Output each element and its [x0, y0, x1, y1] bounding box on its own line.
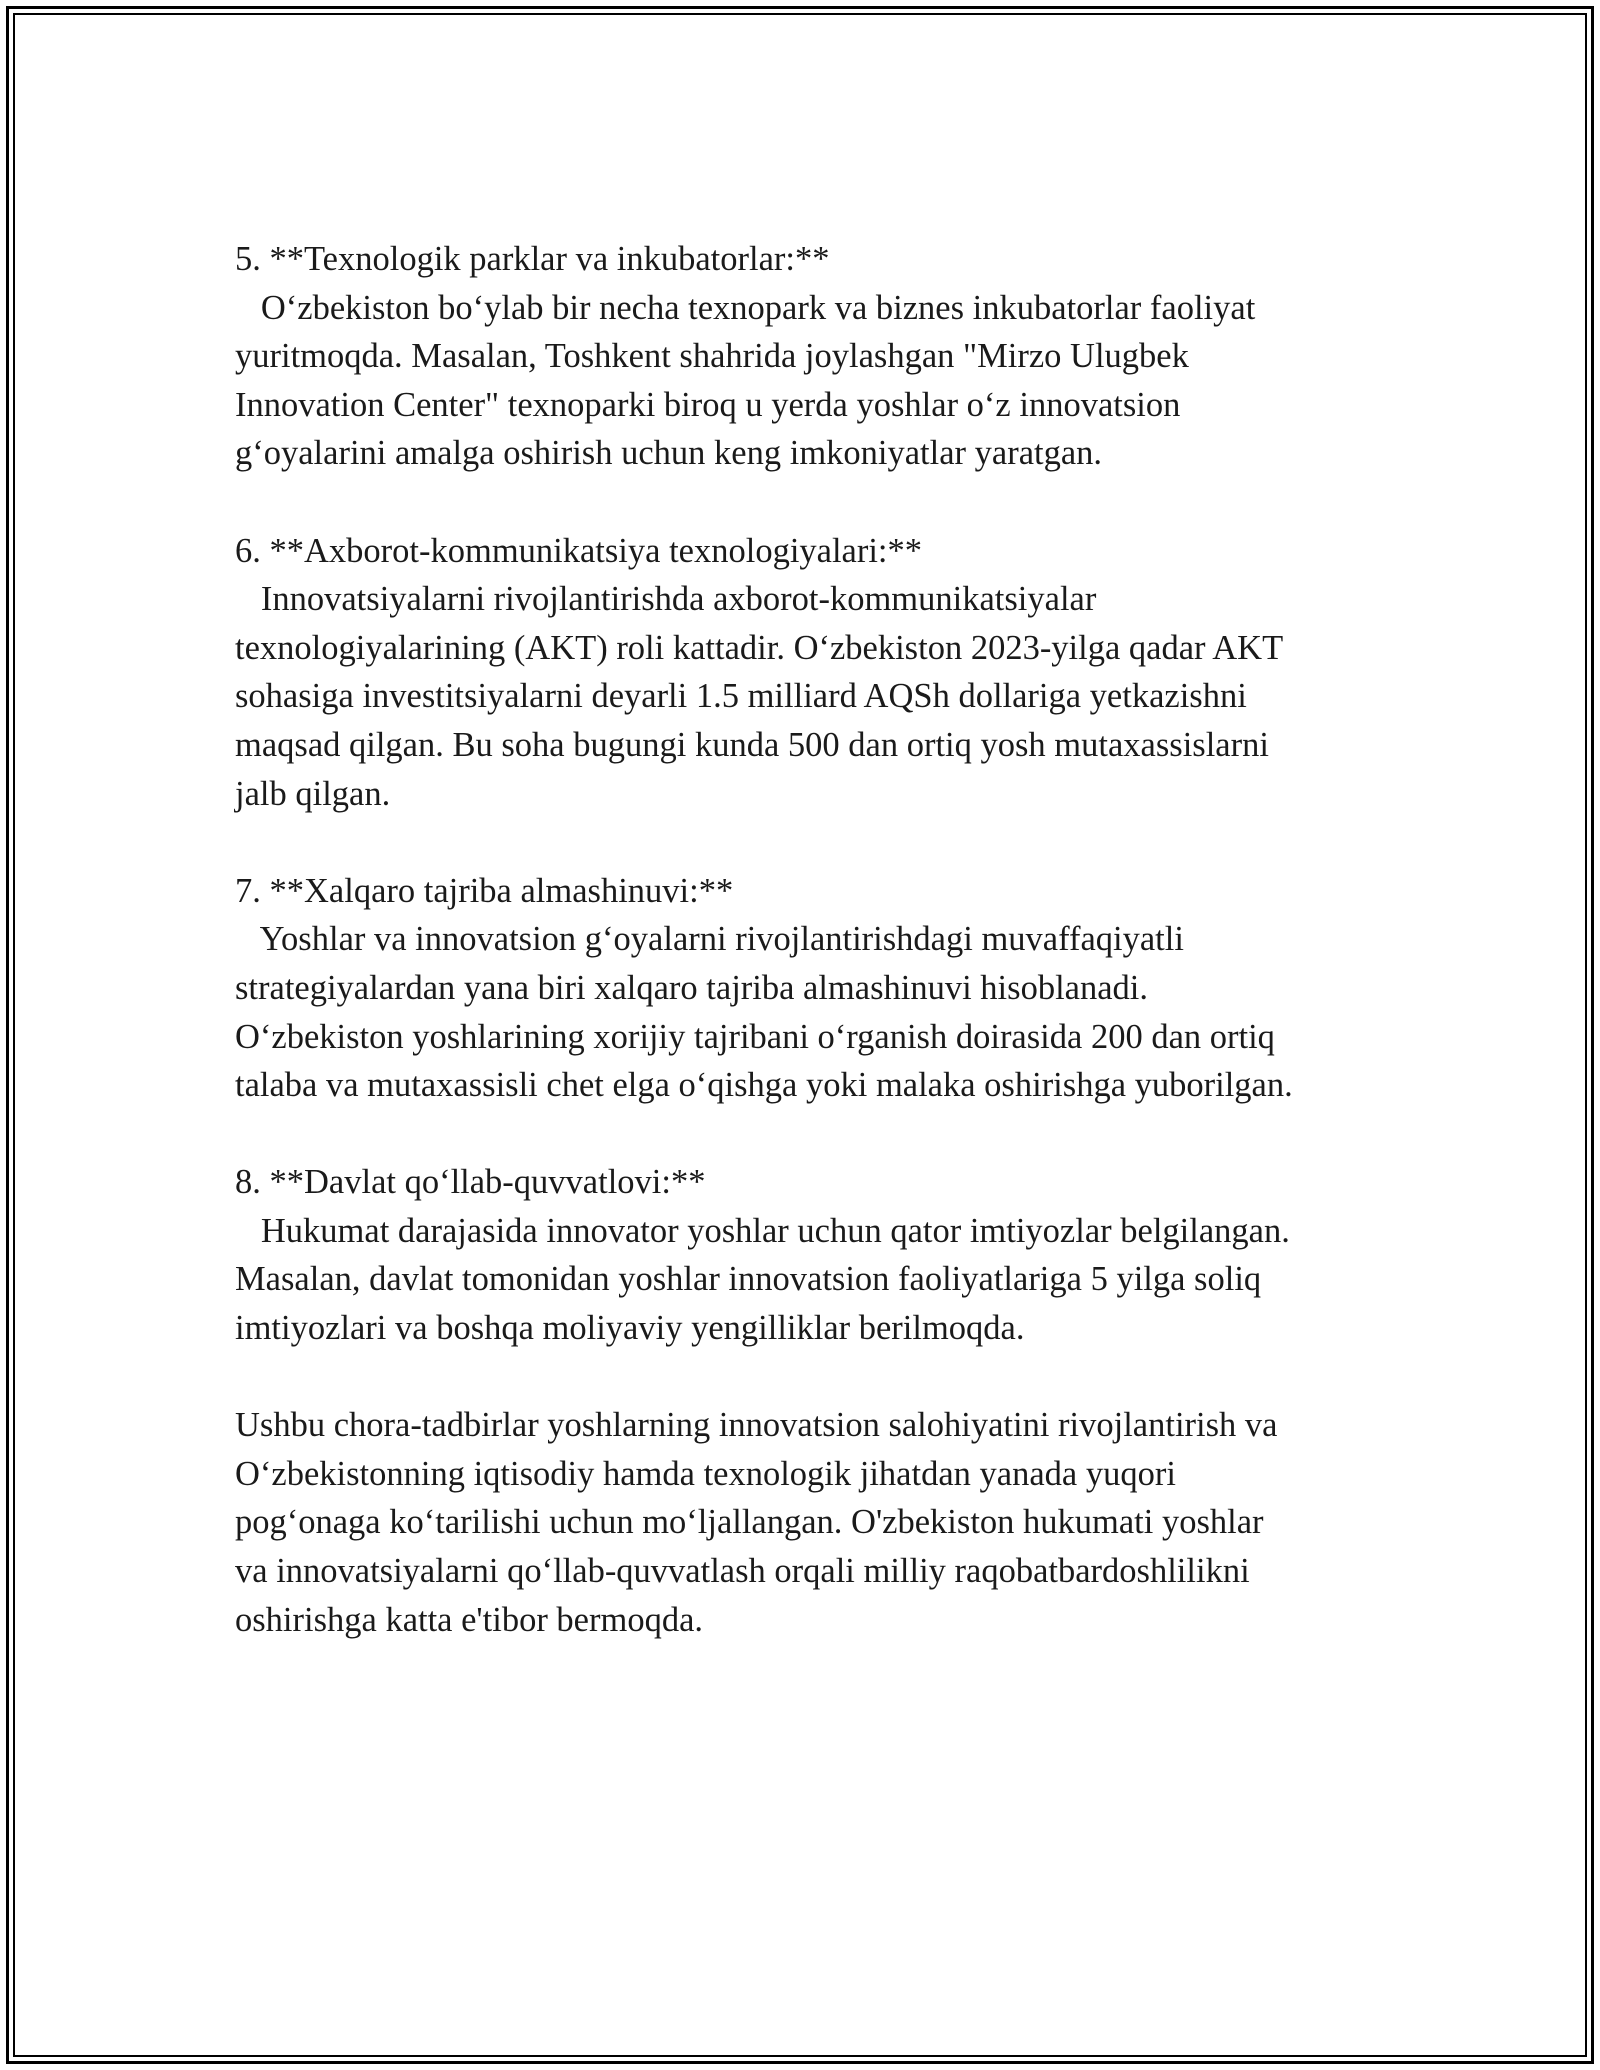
section-ict — [235, 527, 1375, 819]
paragraph-line: Oʻzbekiston yoshlarining xorijiy tajribani oʻrganish doirasida 200 dan ortiq — [235, 1017, 1275, 1056]
paragraph-line: yuritmoqda. Masalan, Toshkent shahrida joylashgan "Mirzo Ulugbek — [235, 337, 1189, 376]
paragraph-line: maqsad qilgan. Bu soha bugungi kunda 500 dan ortiq yosh mutaxassislarni — [235, 725, 1269, 764]
paragraph-line: jalb qilgan. — [235, 774, 391, 813]
paragraph-line: imtiyozlari va boshqa moliyaviy yengilliklar berilmoqda. — [235, 1309, 1025, 1348]
section-heading: 7. **Xalqaro tajriba almashinuvi:** — [235, 871, 734, 910]
paragraph-line: Hukumat darajasida innovator yoshlar uchun qator imtiyozlar belgilangan. — [235, 1211, 1290, 1250]
paragraph-line: Masalan, davlat tomonidan yoshlar innovatsion faoliyatlariga 5 yilga soliq — [235, 1260, 1262, 1299]
section-technology-parks — [235, 235, 1375, 478]
section-state-support — [235, 1158, 1375, 1352]
paragraph-line: oshirishga katta e'tibor bermoqda. — [235, 1600, 704, 1639]
section-international-exchange — [235, 867, 1375, 1110]
section-conclusion — [235, 1401, 1375, 1644]
paragraph-line: pogʻonaga koʻtarilishi uchun moʻljallangan. O'zbekiston hukumati yoshlar — [235, 1503, 1264, 1542]
paragraph-line: texnologiyalarining (AKT) roli kattadir. Oʻzbekiston 2023-yilga qadar AKT — [235, 628, 1284, 667]
section-heading: 5. **Texnologik parklar va inkubatorlar:** — [235, 240, 830, 278]
paragraph-line: strategiyalardan yana biri xalqaro tajriba almashinuvi hisoblanadi. — [235, 968, 1148, 1007]
paragraph-line: Yoshlar va innovatsion gʻoyalarni rivojlantirishdagi muvaffaqiyatli — [235, 920, 1184, 959]
document-body — [235, 235, 1375, 1693]
paragraph-line: talaba va mutaxassisli chet elga oʻqishga yoki malaka oshirishga yuborilgan. — [235, 1066, 1293, 1105]
paragraph-line: gʻoyalarini amalga oshirish uchun keng imkoniyatlar yaratgan. — [235, 434, 1103, 473]
section-heading: 6. **Axborot-kommunikatsiya texnologiyalari:** — [235, 531, 923, 570]
paragraph-line: Oʻzbekistonning iqtisodiy hamda texnologik jihatdan yanada yuqori — [235, 1454, 1176, 1493]
section-heading: 8. **Davlat qoʻllab-quvvatlovi:** — [235, 1163, 706, 1202]
paragraph-line: Innovatsiyalarni rivojlantirishda axborot-kommunikatsiyalar — [235, 580, 1097, 619]
paragraph-line: sohasiga investitsiyalarni deyarli 1.5 milliard AQSh dollariga yetkazishni — [235, 677, 1247, 716]
paragraph-line: va innovatsiyalarni qoʻllab-quvvatlash orqali milliy raqobatbardoshlilikni — [235, 1552, 1250, 1591]
paragraph-line: Oʻzbekiston boʻylab bir necha texnopark va biznes inkubatorlar faoliyat — [235, 288, 1256, 327]
paragraph-line: Ushbu chora-tadbirlar yoshlarning innovatsion salohiyatini rivojlantirish va — [235, 1406, 1278, 1445]
paragraph-line: Innovation Center" texnoparki biroq u yerda yoshlar oʻz innovatsion — [235, 385, 1181, 424]
